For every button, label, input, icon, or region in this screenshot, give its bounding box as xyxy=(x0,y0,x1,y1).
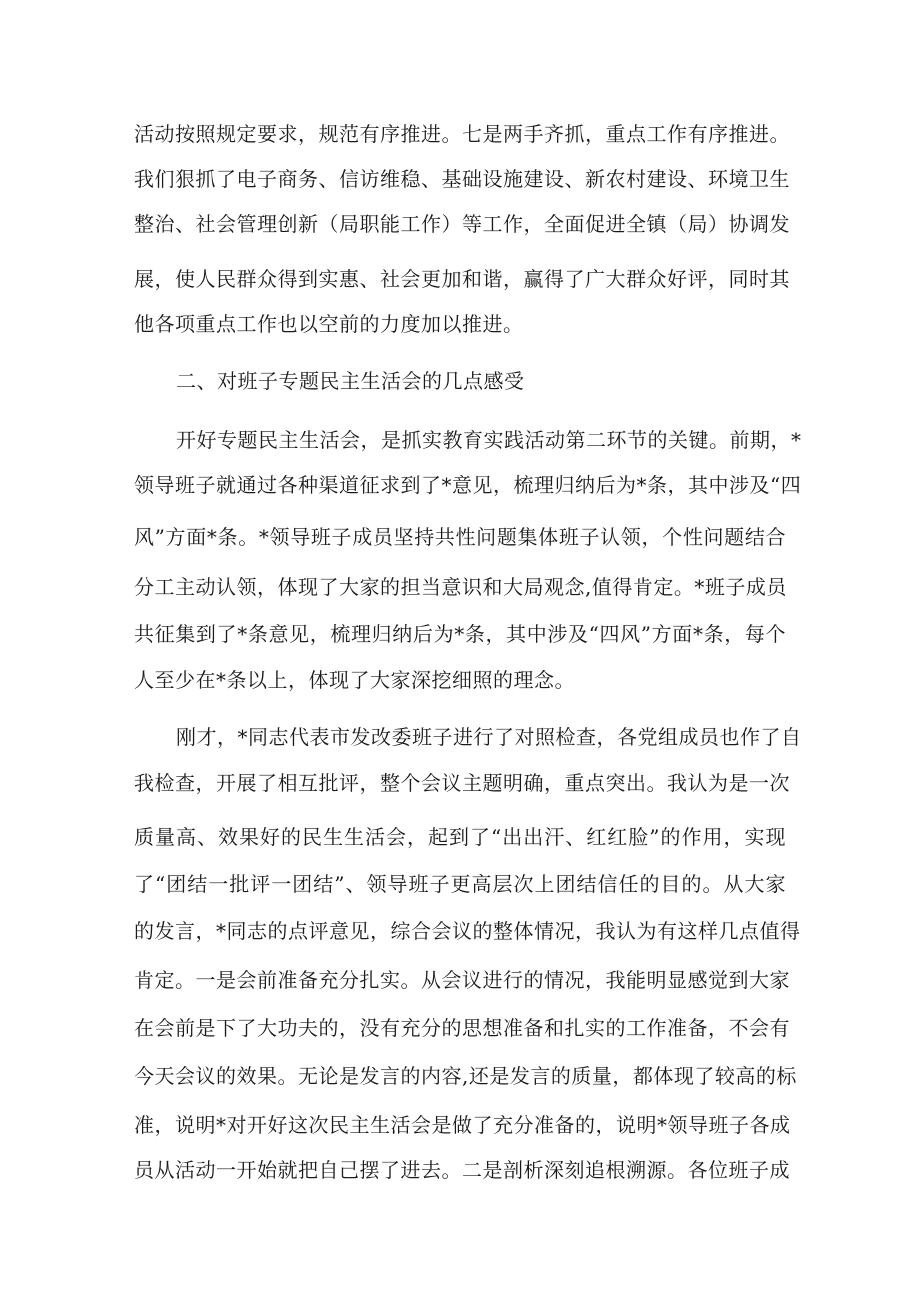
para3-line-8: 今天会议的效果。无论是发言的内容,还是发言的质量，都体现了较高的标 xyxy=(134,1064,797,1088)
para2-line-1: 开好专题民主生活会，是抓实教育实践活动第二环节的关键。前期，* xyxy=(176,428,802,452)
para2-line-5: 共征集到了*条意见，梳理归纳后为*条，其中涉及“四风”方面*条，每个 xyxy=(134,622,786,646)
para3-line-2: 我检查，开展了相互批评，整个会议主题明确，重点突出。我认为是一次 xyxy=(134,771,790,795)
section-heading: 二、对班子专题民主生活会的几点感受 xyxy=(176,369,525,393)
para3-line-5: 的发言，*同志的点评意见，综合会议的整体情况，我认为有这样几点值得 xyxy=(134,919,801,943)
para2-line-4: 分工主动认领，体现了大家的担当意识和大局观念,值得肯定。*班子成员 xyxy=(134,575,787,599)
para1-line-3: 整治、社会管理创新（局职能工作）等工作，全面促进全镇（局）协调发 xyxy=(134,212,790,236)
para3-line-7: 在会前是下了大功夫的，没有充分的思想准备和扎实的工作准备，不会有 xyxy=(134,1016,790,1040)
para2-line-3: 风”方面*条。*领导班子成员坚持共性问题集体班子认领，个性问题结合 xyxy=(134,525,786,549)
para1-line-2: 我们狠抓了电子商务、信访维稳、基础设施建设、新农村建设、环境卫生 xyxy=(134,167,790,191)
para3-line-1: 刚才，*同志代表市发改委班子进行了对照检查，各党组成员也作了自 xyxy=(176,725,802,749)
para1-line-4: 展，使人民群众得到实惠、社会更加和谐，赢得了广大群众好评，同时其 xyxy=(134,267,790,291)
para3-line-3: 质量高、效果好的民生生活会，起到了“出出汗、红红脸”的作用，实现 xyxy=(134,825,786,849)
para3-line-4: 了“团结一批评一团结”、领导班子更高层次上团结信任的目的。从大家 xyxy=(134,872,786,896)
para1-line-1: 活动按照规定要求，规范有序推进。七是两手齐抓，重点工作有序推进。 xyxy=(134,122,790,146)
para1-line-5: 他各项重点工作也以空前的力度加以推进。 xyxy=(134,312,524,336)
para2-line-6: 人至少在*条以上，体现了大家深挖细照的理念。 xyxy=(134,668,575,692)
para2-line-2: 领导班子就通过各种渠道征求到了*意见，梳理归纳后为*条，其中涉及“四 xyxy=(134,473,802,497)
para3-line-6: 肯定。一是会前准备充分扎实。从会议进行的情况，我能明显感觉到大家 xyxy=(134,968,790,992)
para3-line-10: 员从活动一开始就把自己摆了进去。二是剖析深刻追根溯源。各位班子成 xyxy=(134,1158,790,1182)
para3-line-9: 准，说明*对开好这次民主生活会是做了充分准备的，说明*领导班子各成 xyxy=(134,1113,791,1137)
